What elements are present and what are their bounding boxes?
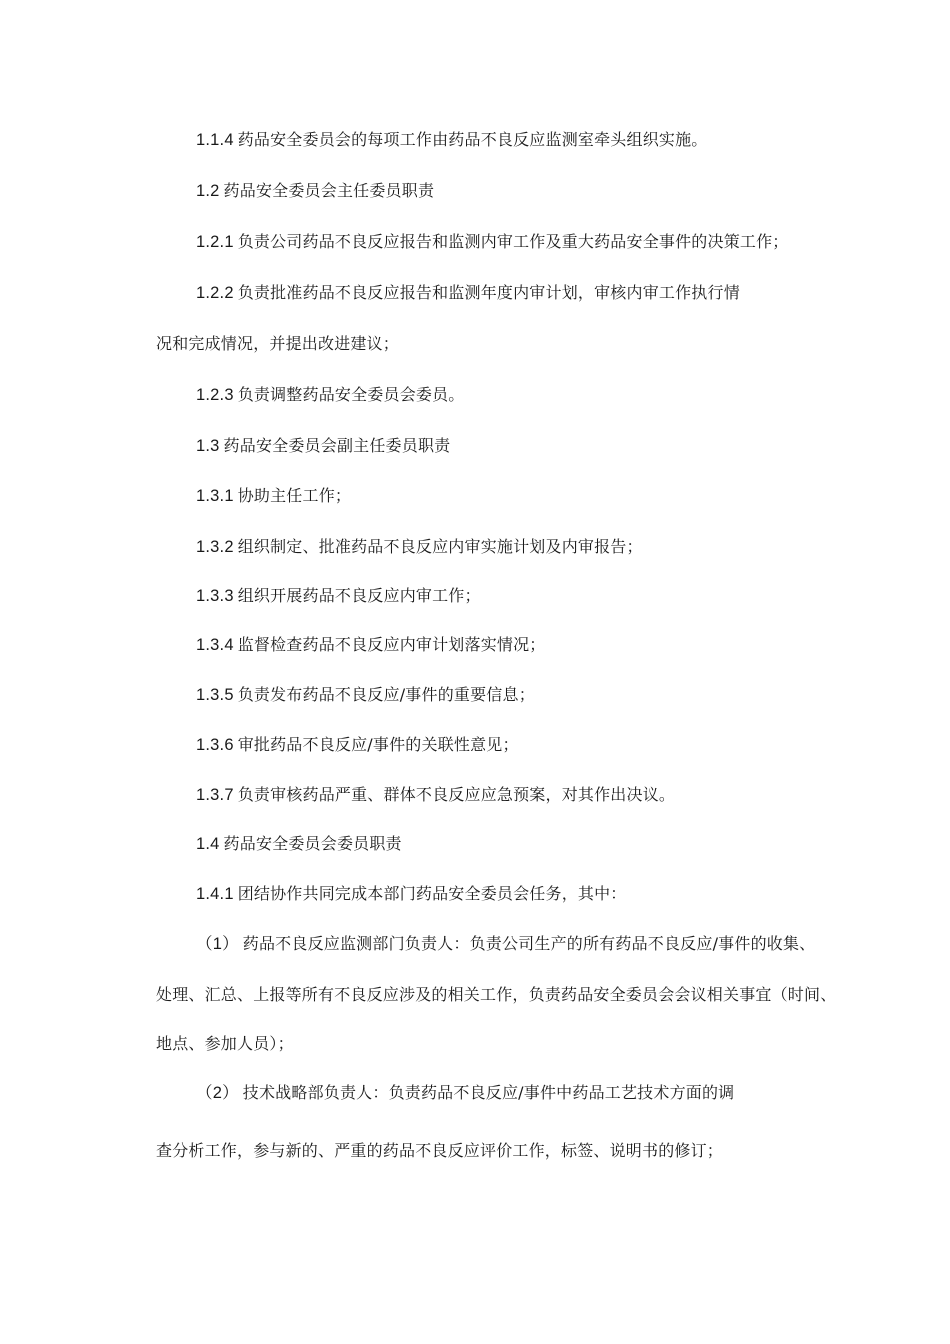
item-number: （2）: [196, 1084, 239, 1102]
clause-text: 负责发布药品不良反应/事件的重要信息；: [237, 685, 535, 704]
clause-text: 药品安全委员会的每项工作由药品不良反应监测室牵头组织实施。: [237, 130, 708, 149]
clause-text: 况和完成情况，并提出改进建议；: [156, 334, 400, 353]
clause-1-3-4: [196, 634, 546, 656]
heading-1-2: [196, 180, 434, 202]
clause-text: 药品安全委员会副主任委员职责: [223, 436, 451, 455]
heading-1-3: [196, 435, 450, 457]
clause-text: 团结协作共同完成本部门药品安全委员会任务，其中：: [237, 884, 627, 903]
clause-1-3-6: [196, 734, 519, 756]
clause-number: 1.4.1: [196, 885, 234, 903]
clause-1-3-1: [196, 485, 351, 507]
clause-text: 组织制定、批准药品不良反应内审实施计划及内审报告；: [237, 537, 643, 556]
item-2-cont: [156, 1140, 723, 1162]
item-text: 药品不良反应监测部门负责人：负责公司生产的所有药品不良反应/事件的收集、: [242, 934, 816, 953]
clause-1-2-2-cont: [156, 333, 399, 355]
clause-number: 1.3.3: [196, 587, 234, 605]
clause-text: 药品安全委员会主任委员职责: [223, 181, 435, 200]
clause-number: 1.3.1: [196, 487, 234, 505]
item-number: （1）: [196, 935, 239, 953]
clause-number: 1.2.3: [196, 386, 234, 404]
clause-text: 负责调整药品安全委员会委员。: [237, 385, 465, 404]
item-text: 技术战略部负责人：负责药品不良反应/事件中药品工艺技术方面的调: [242, 1083, 735, 1102]
clause-1-3-7: [196, 784, 675, 806]
clause-text: 组织开展药品不良反应内审工作；: [237, 586, 481, 605]
item-text: 地点、参加人员）；: [156, 1034, 294, 1053]
item-2: [196, 1082, 734, 1104]
clause-1-1-4: [196, 129, 708, 151]
item-1-cont-1: [156, 984, 836, 1006]
clause-text: 负责批准药品不良反应报告和监测年度内审计划，审核内审工作执行情: [237, 283, 740, 302]
clause-number: 1.4: [196, 835, 220, 853]
clause-number: 1.2.2: [196, 284, 234, 302]
clause-1-3-5: [196, 684, 535, 706]
clause-number: 1.1.4: [196, 131, 234, 149]
clause-number: 1.3.5: [196, 686, 234, 704]
clause-1-3-2: [196, 536, 643, 558]
clause-number: 1.3.6: [196, 736, 234, 754]
clause-number: 1.3.4: [196, 636, 234, 654]
clause-text: 协助主任工作；: [237, 486, 352, 505]
clause-1-3-3: [196, 585, 481, 607]
clause-number: 1.2: [196, 182, 220, 200]
clause-number: 1.3.2: [196, 538, 234, 556]
item-1-cont-2: [156, 1033, 294, 1055]
clause-text: 负责审核药品严重、群体不良反应应急预案，对其作出决议。: [237, 785, 676, 804]
clause-1-2-2: [196, 282, 740, 304]
clause-1-2-3: [196, 384, 465, 406]
clause-number: 1.3: [196, 437, 220, 455]
clause-number: 1.3.7: [196, 786, 234, 804]
clause-text: 监督检查药品不良反应内审计划落实情况；: [237, 635, 546, 654]
item-1: [196, 933, 815, 955]
item-text: 处理、汇总、上报等所有不良反应涉及的相关工作，负责药品安全委员会会议相关事宜（时间、: [156, 985, 837, 1004]
clause-1-2-1: [196, 231, 789, 253]
clause-text: 药品安全委员会委员职责: [223, 834, 402, 853]
clause-number: 1.2.1: [196, 233, 234, 251]
clause-1-4-1: [196, 883, 627, 905]
clause-text: 负责公司药品不良反应报告和监测内审工作及重大药品安全事件的决策工作；: [237, 232, 789, 251]
item-text: 查分析工作，参与新的、严重的药品不良反应评价工作，标签、说明书的修订；: [156, 1141, 724, 1160]
clause-text: 审批药品不良反应/事件的关联性意见；: [237, 735, 519, 754]
heading-1-4: [196, 833, 402, 855]
